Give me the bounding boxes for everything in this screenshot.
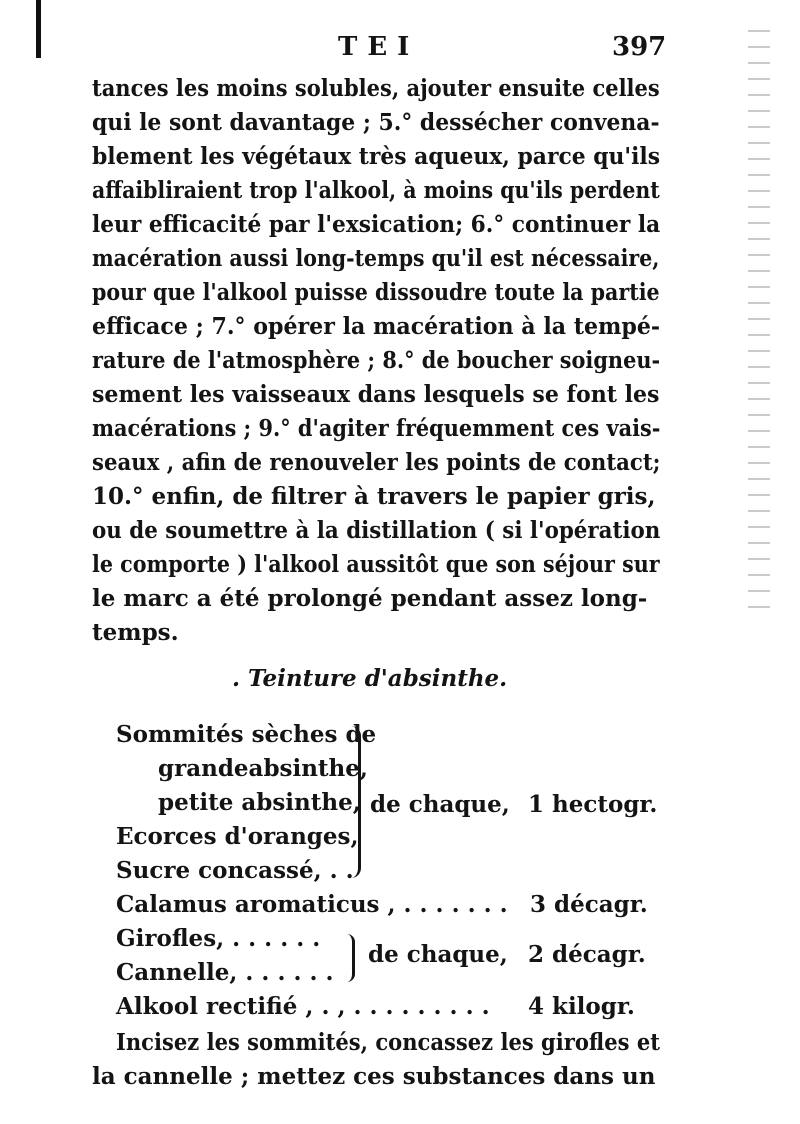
ingredient-item: Girofles, . . . . . . — [116, 925, 321, 952]
body-line: 10.° enfin, de filtrer à travers le papier gris, — [92, 483, 656, 510]
ingredient-item: Sucre concassé, . . — [116, 857, 354, 884]
body-line: macérations ; 9.° d'agiter fréquemment ces vais- — [92, 415, 661, 442]
body-line: efficace ; 7.° opérer la macération à la tempé- — [92, 313, 661, 340]
recipe-title: . Teinture d'absinthe. — [232, 665, 508, 692]
group-quantity: 2 décagr. — [528, 941, 646, 968]
running-head: TEI — [338, 32, 420, 62]
ingredient-item: Sommités sèches de — [116, 721, 377, 748]
body-line: rature de l'atmosphère ; 8.° de boucher soigneu- — [92, 347, 661, 374]
body-line: blement les végétaux très aqueux, parce qu'ils — [92, 143, 661, 170]
right-edge-show-through — [748, 30, 770, 610]
body-line: Incisez les sommités, concassez les girofles et — [116, 1029, 660, 1056]
body-line: qui le sont davantage ; 5.° dessécher convena- — [92, 109, 660, 136]
ingredient-quantity: 3 décagr. — [530, 891, 648, 918]
ingredient-item: Ecorces d'oranges, — [116, 823, 359, 850]
body-line: affaibliraient trop l'alkool, à moins qu'ils perdent — [92, 177, 660, 204]
body-line: temps. — [92, 619, 179, 646]
body-line: le marc a été prolongé pendant assez long- — [92, 585, 648, 612]
body-line: tances les moins solubles, ajouter ensuite celles — [92, 75, 660, 102]
ingredient-item: Calamus aromaticus , . . . . . . . — [116, 891, 508, 918]
ingredient-item: Cannelle, . . . . . . — [116, 959, 334, 986]
body-line: seaux , afin de renouveler les points de contact; — [92, 449, 661, 476]
body-line: la cannelle ; mettez ces substances dans un — [92, 1063, 656, 1090]
ingredient-item: grandeabsinthe, — [158, 755, 368, 782]
ingredient-item: petite absinthe, — [158, 789, 361, 816]
group-each-label: de chaque, — [368, 941, 508, 968]
group-brace — [346, 726, 361, 878]
group-brace — [342, 934, 355, 982]
body-line: le comporte ) l'alkool aussitôt que son séjour sur — [92, 551, 660, 578]
body-line: leur efficacité par l'exsication; 6.° continuer la — [92, 211, 661, 238]
body-line: pour que l'alkool puisse dissoudre toute la partie — [92, 279, 660, 306]
group-quantity: 1 hectogr. — [528, 791, 658, 818]
ingredient-quantity: 4 kilogr. — [528, 993, 635, 1020]
body-line: macération aussi long-temps qu'il est nécessaire, — [92, 245, 660, 272]
page-number: 397 — [612, 32, 667, 62]
body-line: sement les vaisseaux dans lesquels se font les — [92, 381, 660, 408]
page-header — [0, 30, 800, 70]
group-each-label: de chaque, — [370, 791, 510, 818]
body-line: ou de soumettre à la distillation ( si l'opération — [92, 517, 661, 544]
ingredient-item: Alkool rectifié , . , . . . . . . . . . — [116, 993, 490, 1020]
